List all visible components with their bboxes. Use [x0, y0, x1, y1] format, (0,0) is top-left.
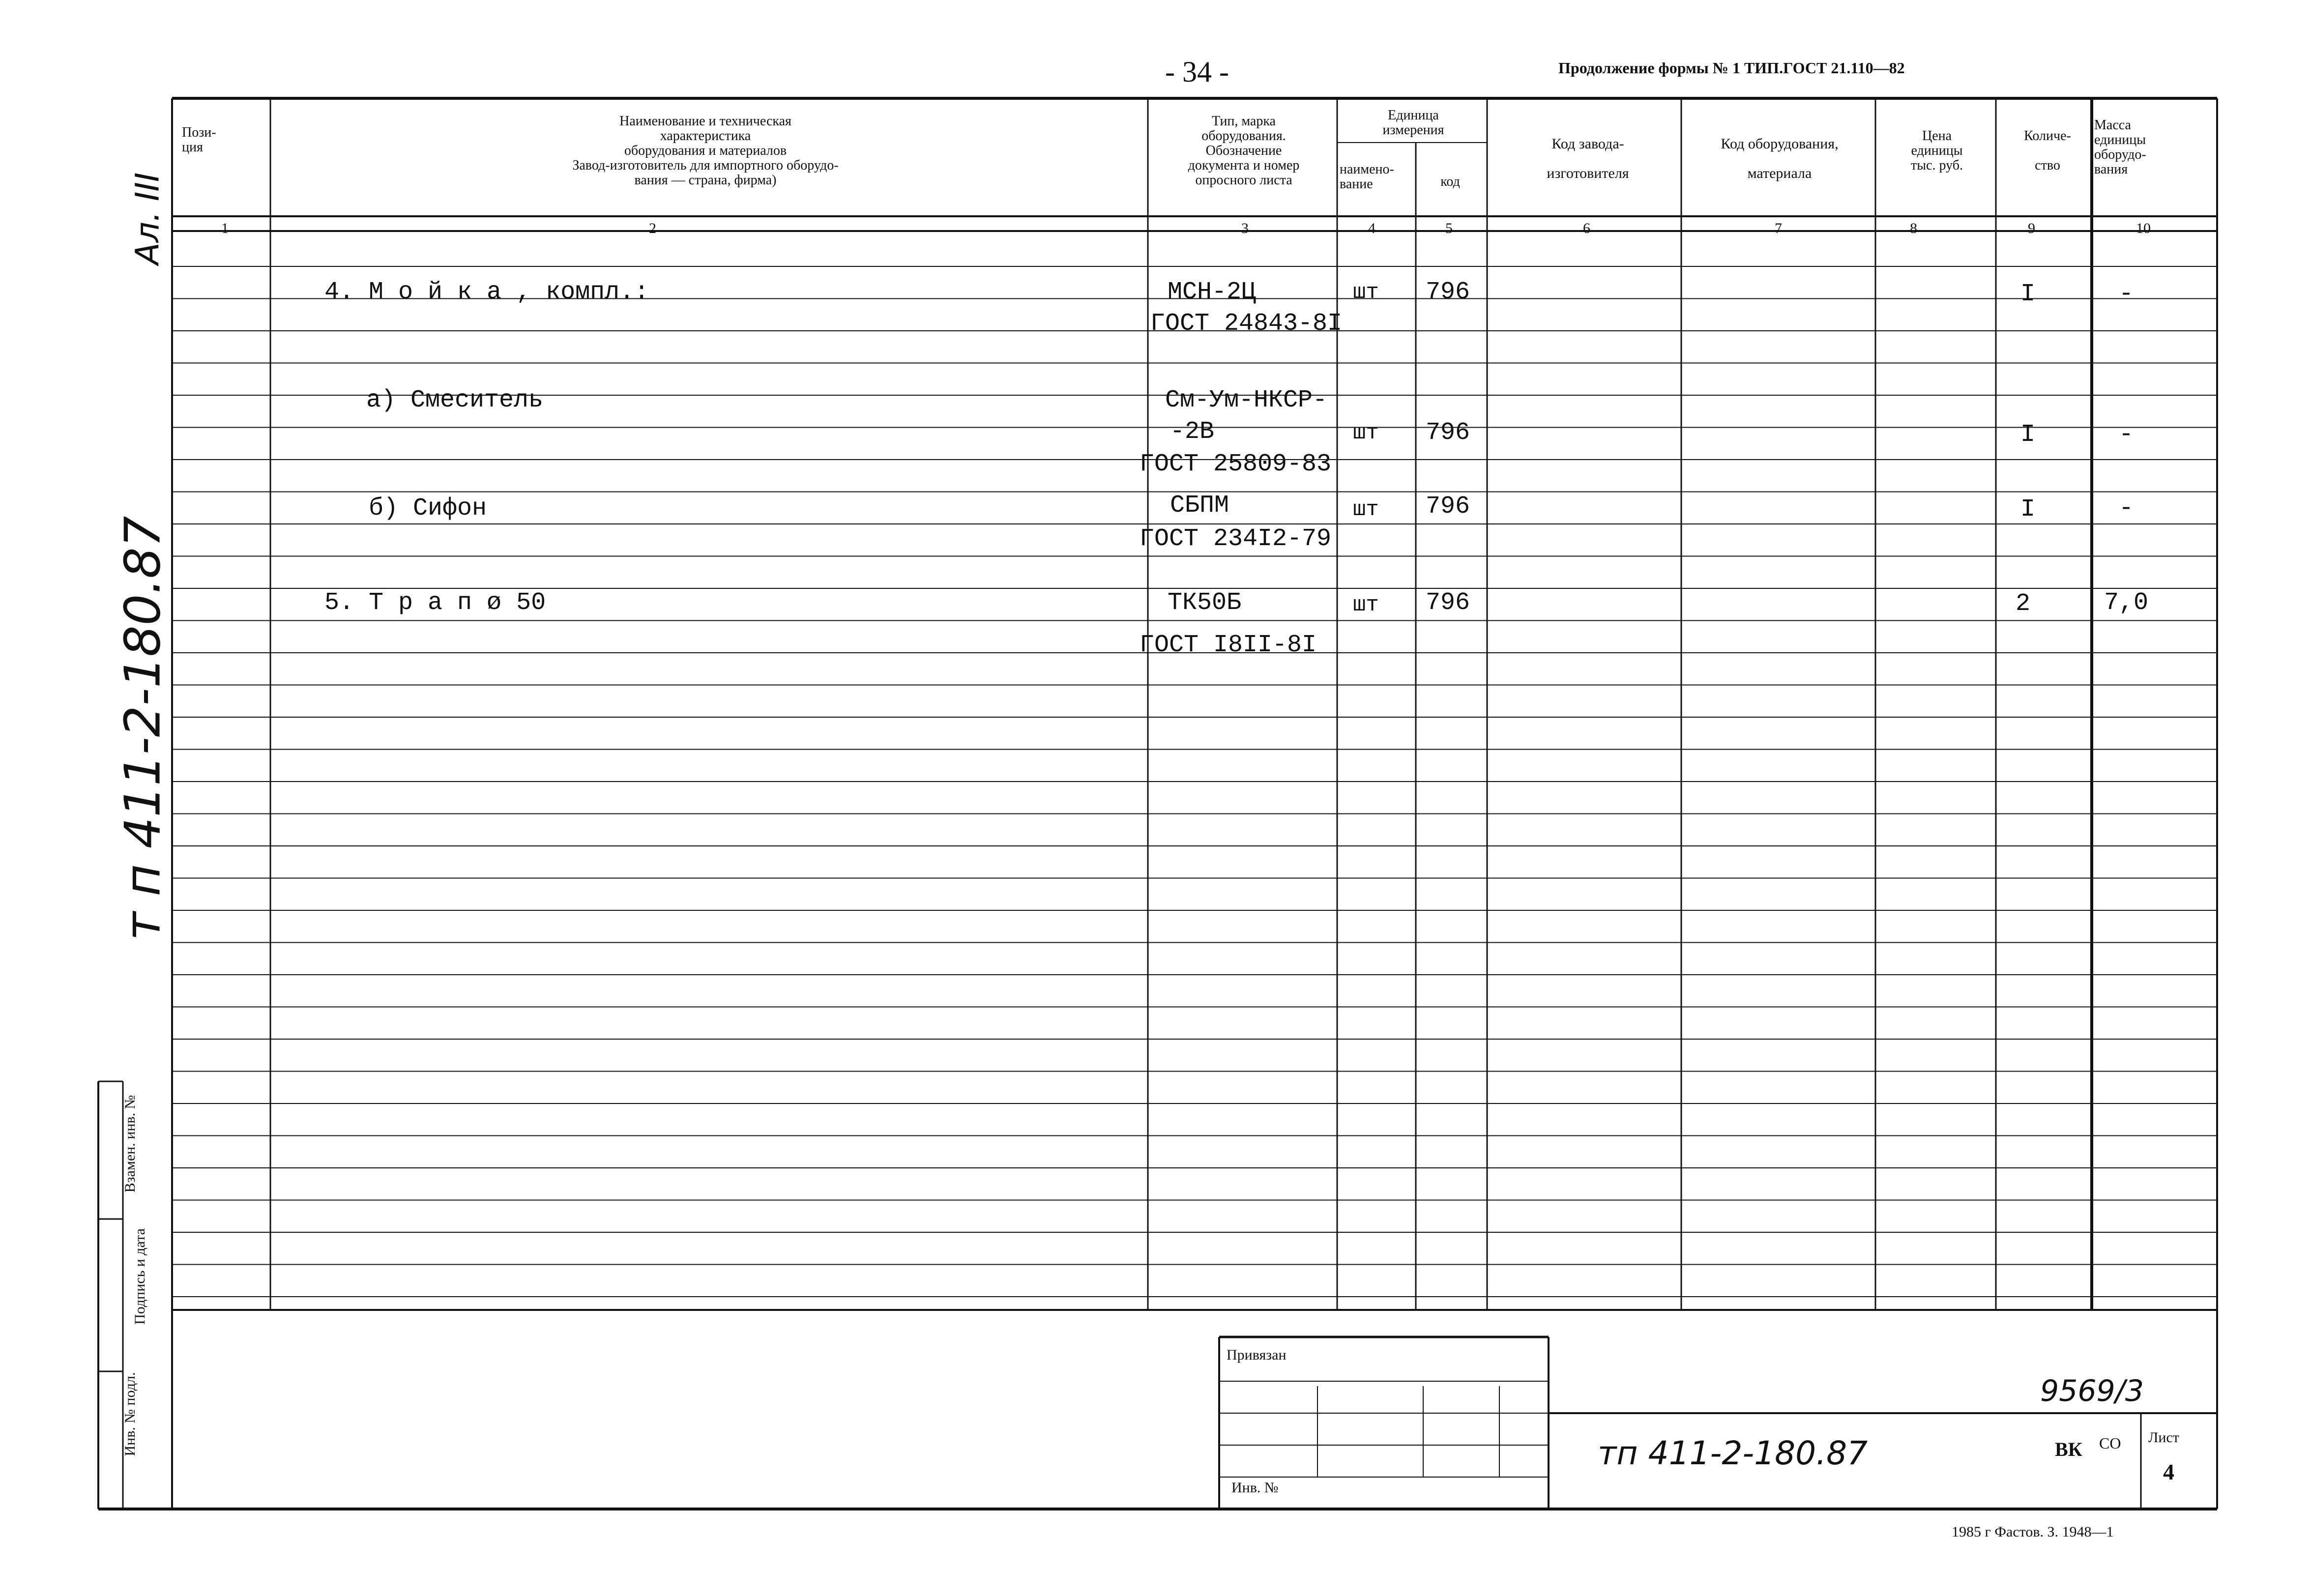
col-number-7: 7 [1775, 220, 1782, 236]
row-4-mass: - [2119, 421, 2134, 449]
row-4-type: -2В [1170, 418, 1215, 446]
row-8-name: 5. Т р а п ø 50 [324, 589, 546, 617]
row-7-type: ГОСТ 234I2-79 [1140, 525, 1332, 553]
col-number-5: 5 [1445, 220, 1453, 236]
row-1-type: МСН-2Ц [1168, 278, 1257, 306]
page-number: - 34 - [1165, 56, 1229, 88]
row-8-qty: 2 [2016, 590, 2031, 618]
row-1-unit: шт [1353, 280, 1379, 305]
col-number-4: 4 [1368, 220, 1375, 236]
row-4-qty: I [2020, 421, 2036, 449]
col-number-9: 9 [2028, 220, 2035, 236]
mark-vk: ВК [2055, 1438, 2082, 1460]
stamp-label-replace: Взамен. инв. № [122, 1095, 138, 1193]
header-unit: Единица измерения [1382, 108, 1444, 138]
row-1-mass: - [2119, 280, 2134, 308]
col-number-3: 3 [1241, 220, 1249, 236]
stamp-label-signature: Подпись и дата [132, 1228, 148, 1325]
mark-co: СО [2099, 1434, 2121, 1452]
print-footer: 1985 г Фастов. З. 1948—1 [1952, 1524, 2114, 1540]
header-type: Тип, марка оборудования. Обозначение документа и номер опросного листа [1188, 114, 1300, 188]
col-number-2: 2 [649, 220, 656, 236]
header-position: Пози- ция [182, 125, 216, 155]
row-4-code: 796 [1426, 419, 1470, 447]
row-8-mass: 7,0 [2104, 589, 2149, 617]
row-3-type: См-Ум-НКСР- [1165, 386, 1328, 414]
row-8-unit: шт [1353, 593, 1379, 617]
row-1-code: 796 [1426, 278, 1470, 306]
col-number-1: 1 [221, 220, 229, 236]
header-unit-name: наимено- вание [1340, 162, 1394, 192]
col-number-6: 6 [1583, 220, 1590, 236]
form-title: Продолжение формы № 1 ТИП.ГОСТ 21.110—82 [1558, 59, 1905, 77]
row-4-unit: шт [1353, 421, 1379, 445]
row-6-type: СБПМ [1170, 492, 1229, 520]
row-6-code: 796 [1426, 493, 1470, 521]
header-unit-code: код [1440, 174, 1460, 189]
stamp-label-inv: Инв. № подл. [122, 1372, 138, 1456]
row-6-unit: шт [1353, 497, 1379, 522]
header-factory-code: Код завода- изготовителя [1547, 136, 1629, 181]
designation: тп 411-2-180.87 [1598, 1434, 1868, 1472]
header-mass: Масса единицы оборудо- вания [2094, 117, 2146, 177]
col-number-10: 10 [2136, 220, 2151, 236]
row-2-type: ГОСТ 24843-8I [1150, 310, 1343, 338]
row-8-type: ТК50Б [1168, 589, 1242, 617]
header-name: Наименование и техническая характеристика оборудования и материалов Завод-изготовитель для импортного оборудо- вания — страна, фирма) [572, 114, 839, 188]
header-price: Цена единицы тыс. руб. [1911, 128, 1963, 173]
sheet-label: Лист [2148, 1429, 2179, 1446]
inv-label: Инв. № [1231, 1480, 1279, 1496]
header-equipment-code: Код оборудования, материала [1721, 136, 1839, 181]
row-1-qty: I [2020, 280, 2036, 308]
row-5-type: ГОСТ 25809-83 [1140, 450, 1332, 478]
header-quantity: Количе- ство [2024, 128, 2071, 173]
row-9-type: ГОСТ I8II-8I [1140, 631, 1317, 659]
row-8-code: 796 [1426, 589, 1470, 617]
row-6-mass: - [2119, 494, 2134, 522]
row-6-name: б) Сифон [369, 494, 487, 522]
sheet-number: 4 [2163, 1459, 2174, 1484]
album-mark: Ал. III [128, 172, 167, 265]
row-6-qty: I [2020, 495, 2036, 523]
document-number: 9569/3 [2040, 1374, 2144, 1408]
col-number-8: 8 [1910, 220, 1917, 236]
bound-label: Привязан [1227, 1347, 1287, 1363]
project-vertical: т п 411-2-180.87 [114, 516, 172, 941]
row-3-name: а) Смеситель [366, 386, 544, 414]
row-1-name: 4. М о й к а , компл.: [324, 278, 649, 306]
